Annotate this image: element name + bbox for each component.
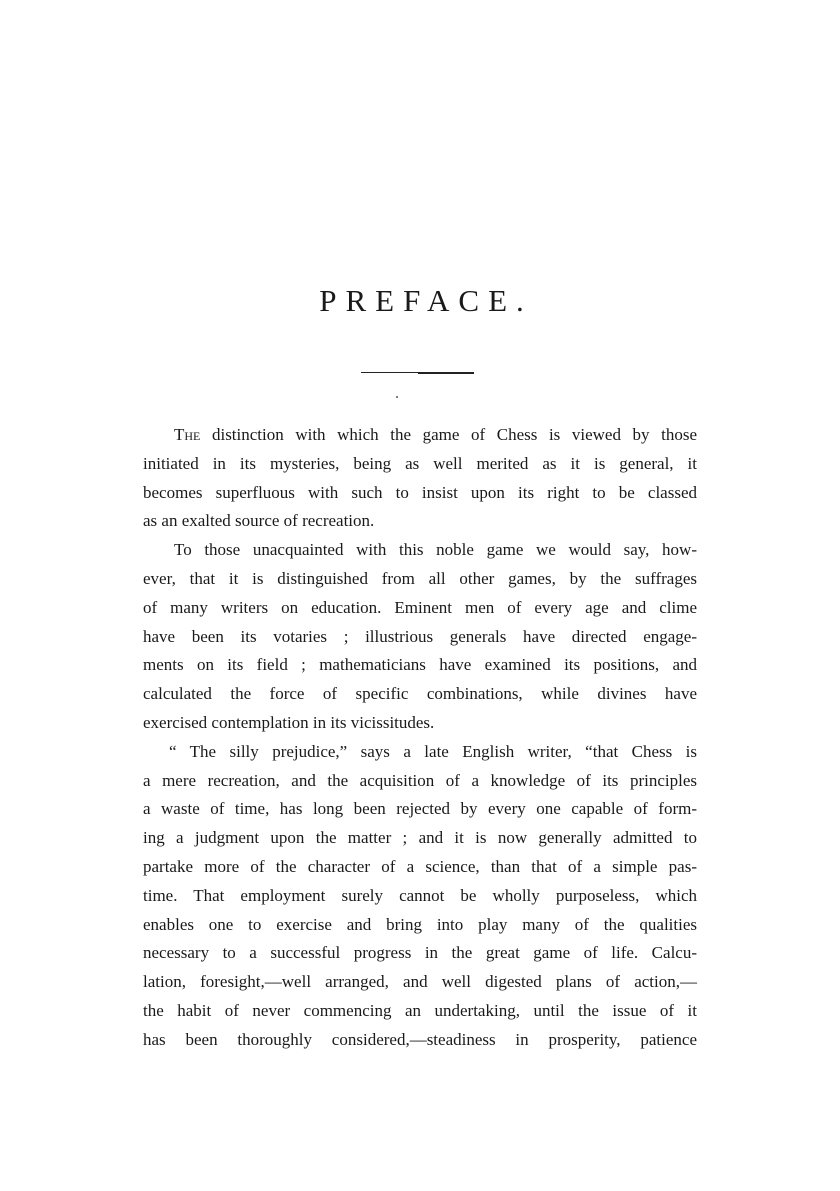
text-line: The distinction with which the game of Chess is viewed by those <box>174 425 697 444</box>
text-line: lation, foresight,—well arranged, and well digested plans of action,— <box>143 972 697 992</box>
text-line: ing a judgment upon the matter ; and it is now generally admitted to <box>143 828 697 848</box>
text-line: a mere recreation, and the acquisition of a knowledge of its principles <box>143 770 697 790</box>
paragraph-2 <box>143 536 697 738</box>
text-line: as an exalted source of recreation. <box>143 511 375 531</box>
text-line: the habit of never commencing an undertaking, until the issue of it <box>143 1000 697 1020</box>
printer-mark <box>396 396 398 398</box>
text-line: ments on its field ; mathematicians have examined its positions, and <box>143 655 697 675</box>
text-line: has been thoroughly considered,—steadiness in prosperity, patience <box>143 1029 697 1049</box>
text-line: necessary to a successful progress in the great game of life. Calcu- <box>143 943 697 963</box>
page-title: PREFACE. <box>319 283 533 318</box>
preface-text <box>143 421 697 1055</box>
text-line: have been its votaries ; illustrious generals have directed engage- <box>143 626 697 646</box>
title-rule-accent <box>418 372 474 374</box>
text-line: exercised contemplation in its vicissitudes. <box>143 712 435 732</box>
text-line: a waste of time, has long been rejected by every one capable of form- <box>143 799 697 819</box>
text-line: time. That employment surely cannot be wholly purposeless, which <box>143 885 697 905</box>
text-line: of many writers on education. Eminent men of every age and clime <box>143 597 697 617</box>
text-line: partake more of the character of a science, than that of a simple pas- <box>143 856 697 876</box>
text-line: To those unacquainted with this noble game we would say, how- <box>174 540 697 560</box>
text-line: enables one to exercise and bring into play many of the qualities <box>143 914 697 934</box>
text-line: ever, that it is distinguished from all other games, by the suffrages <box>143 568 697 588</box>
text-line: “ The silly prejudice,” says a late English writer, “that Chess is <box>169 741 697 761</box>
paragraph-3 <box>143 738 697 1055</box>
text-line: initiated in its mysteries, being as well merited as it is general, it <box>143 453 697 473</box>
text-line: becomes superfluous with such to insist upon its right to be classed <box>143 482 697 502</box>
paragraph-1 <box>143 421 697 536</box>
lead-word: The <box>174 425 201 444</box>
text-line: calculated the force of specific combinations, while divines have <box>143 684 697 704</box>
